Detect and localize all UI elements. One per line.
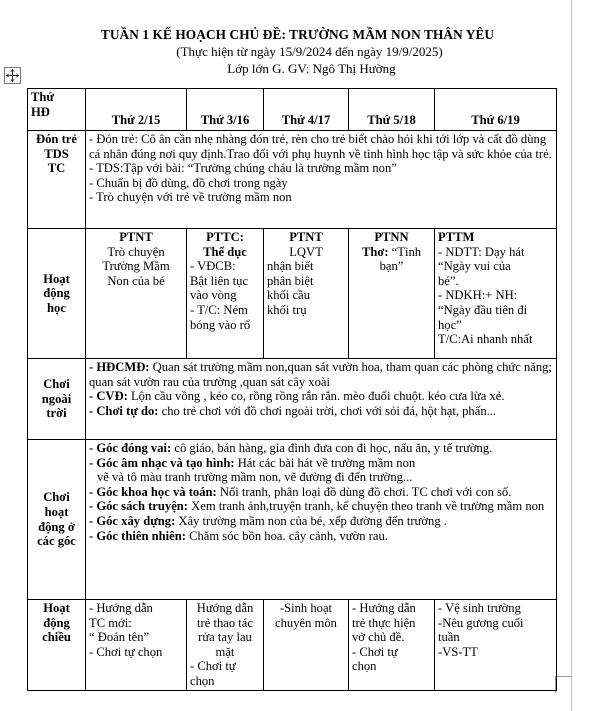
label-line: Chơi (43, 490, 70, 505)
corner-text: Nối tranh, phân loại đồ dùng đồ chơi. TC chơi với con số. (216, 484, 512, 499)
label-line: động (43, 615, 70, 630)
cell-line: vở chủ đề. (352, 630, 405, 645)
corner-text: cô giáo, bán hàng, gia đình đưa con đi học, nấu ăn, y tế trường. (171, 441, 493, 455)
learning-fri-cell (435, 229, 557, 359)
cell-line: chọn (190, 673, 215, 688)
corner-label: - Góc xây dựng: (89, 513, 176, 528)
afternoon-row-label (28, 600, 86, 691)
label-line: động ở (38, 519, 75, 534)
cell-line: phân biệt (267, 273, 314, 288)
corner-activity-label: HĐ (31, 104, 50, 119)
afternoon-row (28, 600, 557, 691)
cell-line: Bật liên tục (190, 273, 249, 288)
cell-line: Hướng dẫn (196, 601, 254, 615)
cell-line: T/C:Ai nhanh nhất (438, 332, 533, 347)
day-header-thu: Thứ 5/18 (349, 89, 435, 131)
plan-date-range: (Thực hiện từ ngày 15/9/2024 đến ngày 19/9/2025) (176, 44, 443, 59)
cell-line: - Hướng dẫn (352, 601, 416, 615)
cell-line: - Chơi tự (352, 644, 398, 659)
header-row (28, 89, 557, 131)
cell-line: - Chơi tự chọn (89, 644, 163, 659)
poem-label: Thơ: (361, 244, 389, 259)
subject-head: PTNT (119, 230, 153, 244)
subject-subhead: Thể dục (203, 244, 247, 259)
label-line: học (47, 300, 66, 315)
cell-line: Trường Mầm (102, 259, 170, 274)
cell-line: bé”. (438, 273, 459, 288)
cell-line: chọn (352, 659, 377, 674)
cell-line: khối trụ (267, 302, 307, 317)
corner-text-continued: vẽ và tô màu tranh trường mầm non, vẽ đường đi đến trường... (97, 470, 413, 485)
cell-line: mặt (215, 644, 235, 659)
corner-label: - Góc âm nhạc và tạo hình: (89, 455, 235, 470)
learning-mon-cell (86, 229, 187, 359)
cell-line: - T/C: Ném (190, 302, 248, 317)
corner-header-cell (28, 89, 86, 131)
weekly-plan-table (27, 88, 557, 691)
learning-thu-cell (349, 229, 435, 359)
cell-line: -Nêu gương cuối (438, 615, 524, 630)
cell-line: - NDTT: Dạy hát (438, 244, 525, 259)
cell-line: TC mới: (89, 615, 132, 630)
cell-line: khối cầu (267, 288, 311, 303)
page-corner-mark (555, 676, 572, 693)
activity-label: - Chơi tự do: (89, 403, 159, 418)
cell-line: rửa tay lau (198, 630, 252, 645)
cell-line: nhận biết (267, 259, 314, 274)
welcome-line: - Chuẩn bị đồ dùng, đồ chơi trong ngày (89, 175, 288, 190)
day-header-fri: Thứ 6/19 (435, 89, 557, 131)
corner-day-label: Thứ (31, 90, 54, 104)
class-teacher-line: Lớp lớn G. GV: Ngô Thị Hường (227, 61, 396, 76)
welcome-line: - TDS:Tập với bài: “Trường chúng cháu là trường mầm non” (89, 161, 397, 176)
afternoon-mon-cell (86, 600, 187, 691)
cell-line: “Ngày đầu tiên đi (438, 302, 528, 317)
activity-text: cho trẻ chơi với đồ chơi ngoài trời, chơi với sỏi đá, hột hạt, phấn... (158, 403, 497, 418)
learning-row (28, 229, 557, 359)
label-line: Hoạt (43, 601, 70, 615)
label-line: động (43, 286, 70, 301)
page-edge-line (571, 0, 572, 711)
label-line: Chơi (43, 377, 70, 392)
corners-content (86, 440, 557, 600)
activity-label: - CVĐ: (89, 389, 128, 404)
afternoon-wed-cell (264, 600, 349, 691)
label-line: hoạt (44, 504, 69, 519)
welcome-content (86, 131, 557, 229)
cell-line: trẻ thao tác (197, 615, 253, 630)
cell-line: - Hướng dẫn (89, 601, 153, 615)
welcome-line: - Trò chuyện với trẻ về trường mầm non (89, 190, 292, 205)
cell-line: vào vòng (190, 288, 237, 303)
subject-head: PTNN (374, 230, 409, 244)
learning-tue-cell (187, 229, 264, 359)
learning-row-label (28, 229, 86, 359)
subject-head: PTTM (438, 230, 475, 244)
cell-line: Trò chuyện (107, 244, 165, 259)
cell-line: - VĐCB: (190, 259, 236, 274)
corner-label: - Góc sách truyện: (89, 499, 188, 514)
day-header-wed: Thứ 4/17 (264, 89, 349, 131)
label-line: Đón trẻ (36, 132, 77, 146)
afternoon-tue-cell (187, 600, 264, 691)
corners-row-label (28, 440, 86, 600)
corner-label: - Góc khoa học và toán: (89, 484, 217, 499)
label-line: trời (46, 406, 67, 421)
corner-label: - Góc thiên nhiên: (89, 528, 186, 543)
activity-label: - HĐCMĐ: (89, 360, 150, 374)
corner-label: - Góc đóng vai: (89, 441, 172, 455)
afternoon-fri-cell (435, 600, 557, 691)
cell-line: tuần (438, 630, 460, 645)
label-line: TC (47, 161, 66, 176)
corner-text: Xem tranh ảnh,truyện tranh, kể chuyện theo tranh về trường mầm non (188, 499, 545, 514)
welcome-row (28, 131, 557, 229)
outdoor-row (28, 359, 557, 440)
cell-line: - Chơi tự (190, 659, 236, 674)
cell-line: bóng vào rổ (190, 317, 251, 332)
afternoon-thu-cell (349, 600, 435, 691)
welcome-row-label (28, 131, 86, 229)
activity-text: Lộn cầu vồng , kéo co, rồng rồng rắn rắn. mèo đuổi chuột. kéo cưa lừa xẻ. (127, 389, 505, 404)
label-line: TDS (44, 146, 69, 161)
cell-line: - Vệ sinh trường (438, 601, 521, 615)
subject-head: PTNT (289, 230, 323, 244)
poem-title: “Tình bạn” (379, 244, 422, 274)
table-move-handle-icon[interactable] (4, 67, 21, 84)
outdoor-content (86, 359, 557, 440)
activity-text: Quan sát trường mầm non,quan sát vườn hoa, tham quan các phòng chức năng; quan sát vườn rau của trường ,quan sát cây xoài (89, 360, 552, 389)
label-line: chiều (42, 630, 71, 645)
learning-wed-cell (264, 229, 349, 359)
day-header-mon: Thứ 2/15 (86, 89, 187, 131)
cell-line: “ Đoán tên” (89, 630, 150, 645)
plan-title: TUẦN 1 KẾ HOẠCH CHỦ ĐỀ: TRƯỜNG MẦM NON THÂN YÊU (100, 27, 495, 42)
cell-line: học” (438, 317, 462, 332)
corner-text: Xây trường mầm non của bé, xếp đường đến trường . (175, 513, 447, 528)
label-line: ngoài (41, 391, 72, 406)
welcome-line: - Đón trẻ: Cô ân cần nhẹ nhàng đón trẻ, rèn cho trẻ biết chào hỏi khi tới lớp và cất đồ dùng cá nhân đúng nơi quy định.Trao đổi với phụ huynh về tình hình học tập và sức khỏe của trẻ. (89, 132, 552, 161)
subject-head: PTTC: (206, 230, 244, 244)
label-line: Hoạt (43, 271, 70, 286)
corner-text: Hát các bài hát về trường mầm non (234, 455, 416, 470)
cell-line: -VS-TT (438, 644, 478, 659)
cell-line: chuyên môn (275, 615, 337, 630)
cell-line: “Ngày vui của (438, 259, 511, 274)
corner-text: Chăm sóc bồn hoa. cây cảnh, vườn rau. (185, 528, 388, 543)
label-line: các góc (37, 534, 76, 549)
cell-line: trẻ thực hiện (352, 615, 416, 630)
outdoor-row-label (28, 359, 86, 440)
day-header-tue: Thứ 3/16 (187, 89, 264, 131)
cell-line: LQVT (289, 244, 323, 259)
cell-line: -Sinh hoạt (279, 601, 333, 615)
corners-row (28, 440, 557, 600)
cell-line: Non của bé (107, 273, 165, 288)
cell-line: - NDKH:+ NH: (438, 288, 518, 303)
